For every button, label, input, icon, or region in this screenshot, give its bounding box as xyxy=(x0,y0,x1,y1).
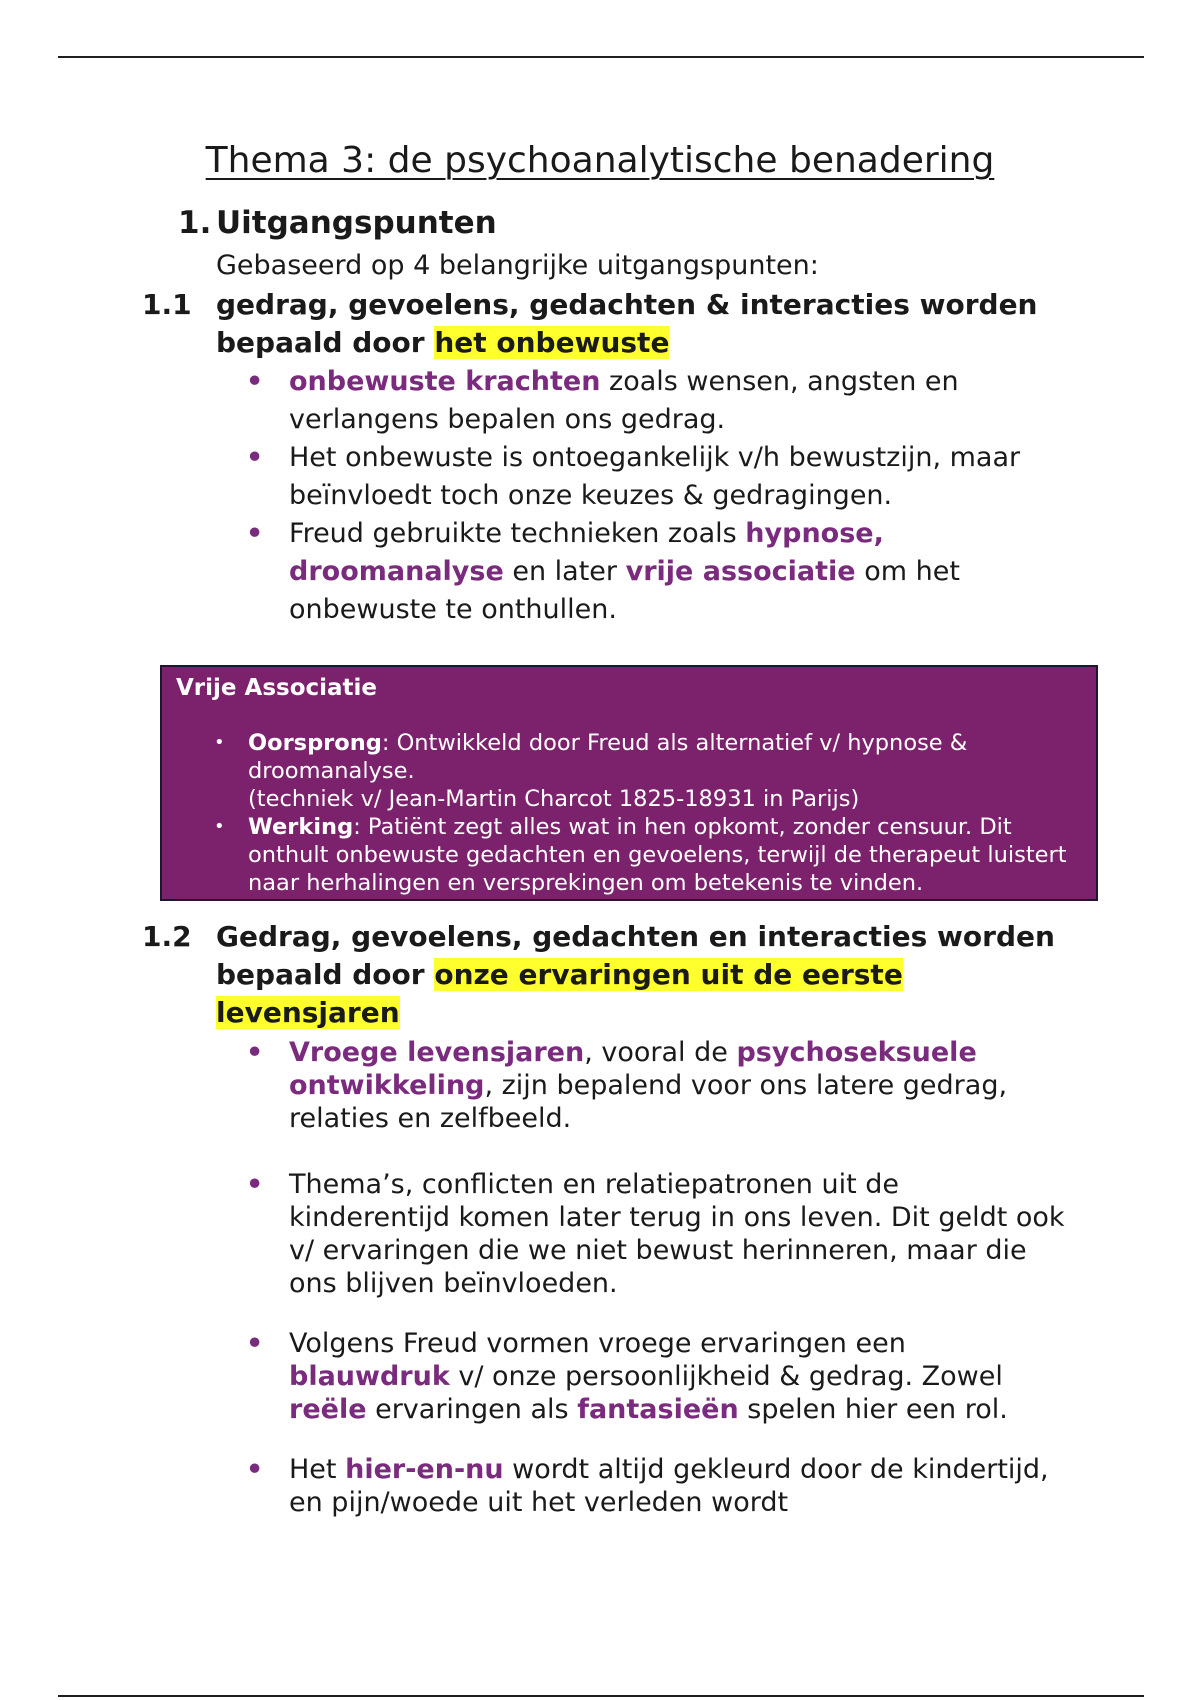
subsection-1-1 xyxy=(142,286,1062,362)
info-box-label: Oorsprong xyxy=(248,730,382,756)
list-item-text: , vooral de xyxy=(584,1037,737,1068)
section-intro: Gebaseerd op 4 belangrijke uitgangspunten: xyxy=(216,250,819,281)
keyword: Vroege levensjaren xyxy=(289,1037,585,1068)
list-item xyxy=(246,1036,1066,1135)
keyword: reële xyxy=(289,1394,367,1425)
list-item-text: , zijn bepalend voor ons latere gedrag, relaties en zelfbeeld. xyxy=(289,1070,1008,1134)
info-box-label: Werking xyxy=(248,814,354,840)
bullet-list-1-1 xyxy=(246,363,1066,629)
list-item-text: spelen hier een rol. xyxy=(738,1394,1008,1425)
info-box-list xyxy=(214,729,1080,897)
keyword: psychoseksuele ontwikkeling xyxy=(289,1037,977,1101)
header-rule xyxy=(58,56,1144,58)
keyword: hier-en-nu xyxy=(345,1454,504,1485)
list-item xyxy=(246,515,1066,629)
section-title: Uitgangspunten xyxy=(216,205,497,241)
subsection-heading-text: Gedrag, gevoelens, gedachten en interacties worden bepaald door xyxy=(216,920,1055,991)
bullet-list-1-2 xyxy=(246,1036,1066,1546)
keyword: hypnose, droomanalyse xyxy=(289,518,884,587)
info-box-vrije-associatie xyxy=(160,665,1098,901)
section-heading xyxy=(178,205,497,241)
keyword: onbewuste krachten xyxy=(289,366,601,397)
list-item-text: v/ onze persoonlijkheid & gedrag. Zowel xyxy=(449,1361,1003,1392)
list-item xyxy=(246,363,1066,439)
subsection-number: 1.2 xyxy=(142,920,192,953)
subsection-number: 1.1 xyxy=(142,288,192,321)
list-item: • Thema’s, conflicten en relatiepatronen uit de kinderentijd komen later terug in ons leven. Dit geldt ook v/ ervaringen die we niet bewust herinneren, maar die ons blijven beïnvloeden. xyxy=(246,1168,1066,1300)
list-item-text: wordt altijd gekleurd door de kindertijd, en pijn/woede uit het verleden wordt xyxy=(289,1454,1049,1518)
list-item-text: en later xyxy=(503,556,626,587)
info-box-item xyxy=(214,729,1080,813)
document-title: Thema 3: de psychoanalytische benadering xyxy=(205,140,995,181)
section-number: 1. xyxy=(178,205,212,241)
subsection-1-2 xyxy=(142,918,1062,1032)
list-item-text: om het onbewuste te onthullen. xyxy=(289,556,960,625)
info-box-text: : Patiënt zegt alles wat in hen opkomt, zonder censuur. Dit onthult onbewuste gedachten en gevoelens, terwijl de therapeut luistert naar herhalingen en versprekingen om betekenis te vinden. xyxy=(248,814,1067,896)
info-box-item xyxy=(214,813,1080,897)
list-item: • Het onbewuste is ontoegankelijk v/h bewustzijn, maar beïnvloedt toch onze keuzes & gedragingen. xyxy=(246,439,1066,515)
list-item-text: Freud gebruikte technieken zoals xyxy=(289,518,746,549)
keyword: vrije associatie xyxy=(625,556,856,587)
highlighted-term: het onbewuste xyxy=(434,326,670,359)
info-box-text: : Ontwikkeld door Freud als alternatief v/ hypnose & droomanalyse. xyxy=(248,730,968,784)
list-item xyxy=(246,1327,1066,1426)
subsection-heading xyxy=(142,286,1062,362)
keyword: blauwdruk xyxy=(289,1361,450,1392)
highlighted-term: onze ervaringen uit de eerste levensjaren xyxy=(216,958,903,1029)
info-box-title: Vrije Associatie xyxy=(176,675,378,701)
list-item-text: ervaringen als xyxy=(366,1394,578,1425)
footer-rule xyxy=(58,1695,1144,1697)
list-item xyxy=(246,1453,1066,1519)
subsection-heading-text: gedrag, gevoelens, gedachten & interacties worden bepaald door xyxy=(216,288,1038,359)
list-item-text: Volgens Freud vormen vroege ervaringen een xyxy=(289,1328,906,1359)
subsection-heading xyxy=(142,918,1062,1032)
info-box-text: (techniek v/ Jean-Martin Charcot 1825-18931 in Parijs) xyxy=(248,786,860,812)
list-item-text: Het xyxy=(289,1454,346,1485)
keyword: fantasieën xyxy=(577,1394,739,1425)
list-item-text: zoals wensen, angsten en verlangens bepalen ons gedrag. xyxy=(289,366,959,435)
